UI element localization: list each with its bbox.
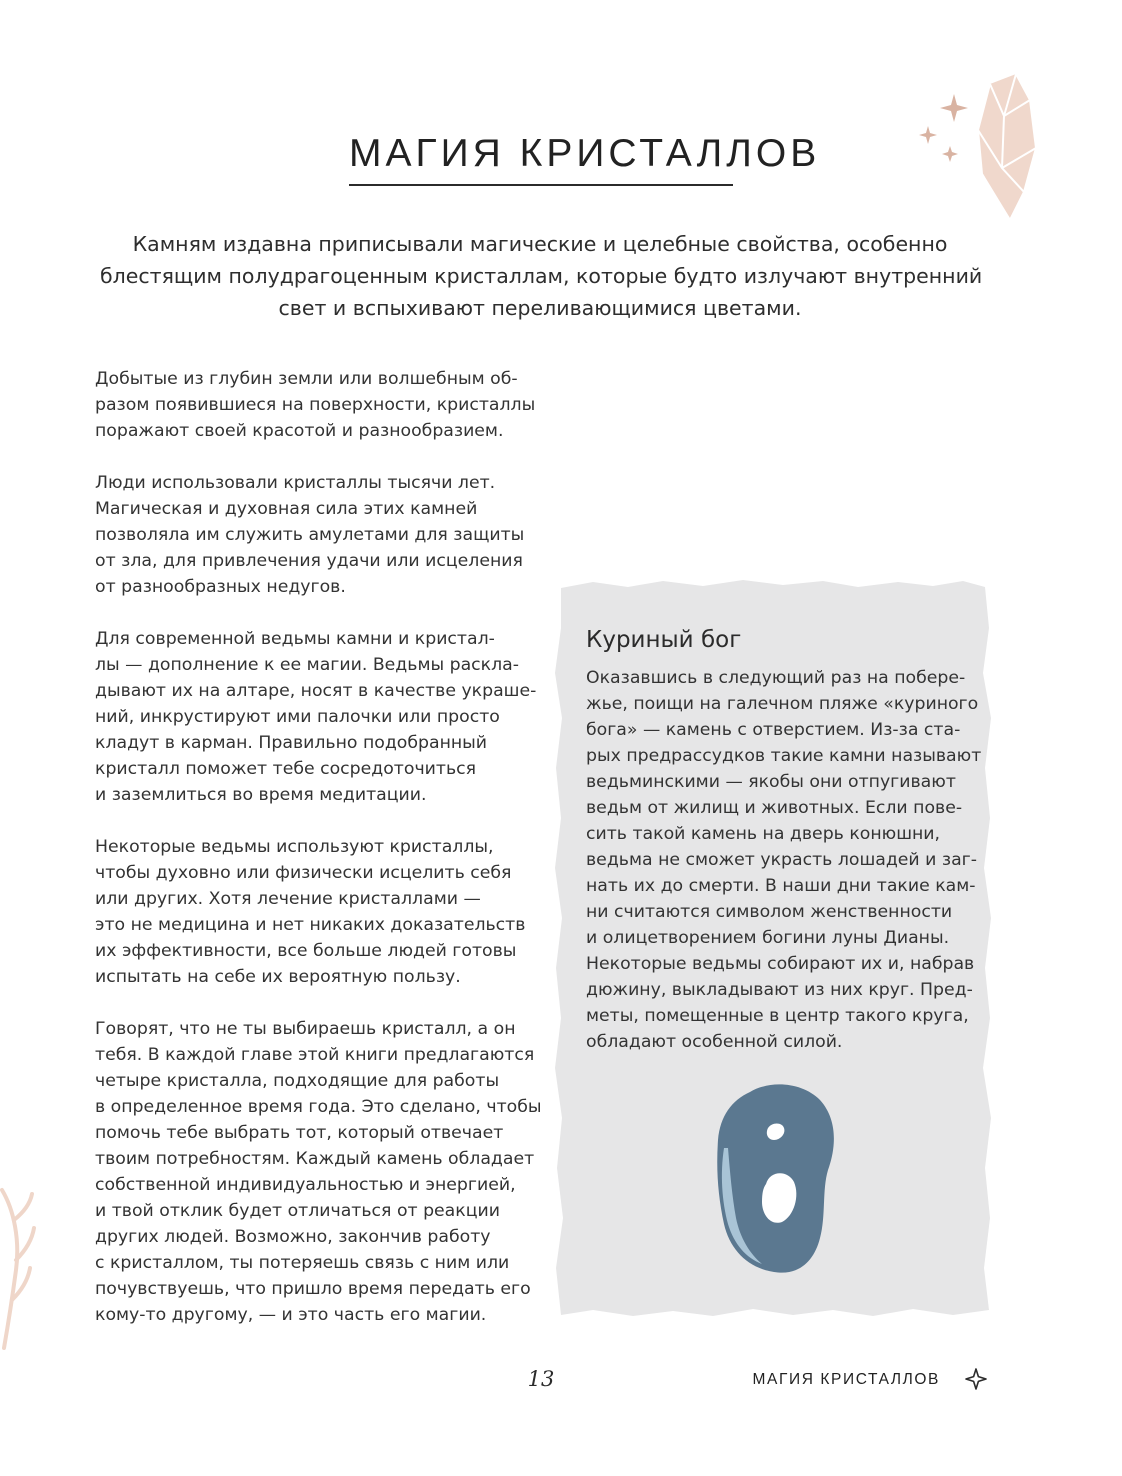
text-line: Некоторые ведьмы используют кристаллы, xyxy=(95,837,494,857)
sidebar-title: Куриный бог xyxy=(586,627,742,653)
intro-paragraph xyxy=(100,228,983,324)
body-paragraph xyxy=(95,626,535,808)
text-line: ведьм от жилищ и животных. Если пове- xyxy=(586,798,963,818)
text-line: тебя. В каждой главе этой книги предлагаются xyxy=(95,1045,535,1065)
text-line: и олицетворением богини луны Дианы. xyxy=(586,928,950,948)
text-line: лы — дополнение к ее магии. Ведьмы раскла- xyxy=(95,655,519,675)
text-line: от разнообразных недугов. xyxy=(95,577,346,597)
text-line: нать их до смерти. В наши дни такие кам- xyxy=(586,876,976,896)
text-line: разом появившиеся на поверхности, кристаллы xyxy=(95,395,536,415)
text-line: рых предрассудков такие камни называют xyxy=(586,746,982,766)
text-line: жье, поищи на галечном пляже «куриного xyxy=(586,694,979,714)
text-line: кристалл поможет тебе сосредоточиться xyxy=(95,759,477,779)
text-line: и твой отклик будет отличаться от реакции xyxy=(95,1201,500,1221)
text-line: четыре кристалла, подходящие для работы xyxy=(95,1071,500,1091)
text-line: обладают особенной силой. xyxy=(586,1032,843,1052)
leaf-icon xyxy=(0,1180,36,1350)
text-line: Некоторые ведьмы собирают их и, набрав xyxy=(586,954,975,974)
text-line: меты, помещенные в центр такого круга, xyxy=(586,1006,969,1026)
text-line: Добытые из глубин земли или волшебным об- xyxy=(95,369,518,389)
body-paragraph xyxy=(95,834,535,990)
text-line: кому-то другому, — и это часть его магии. xyxy=(95,1305,487,1325)
text-line: или других. Хотя лечение кристаллами — xyxy=(95,889,481,909)
sidebar-box xyxy=(586,623,982,1055)
text-line: кладут в карман. Правильно подобранный xyxy=(95,733,488,753)
text-line: Для современной ведьмы камни и кристал- xyxy=(95,629,495,649)
hag-stone-icon xyxy=(710,1078,838,1278)
text-line: Говорят, что не ты выбираешь кристалл, а он xyxy=(95,1019,516,1039)
text-line: в определенное время года. Это сделано, чтобы xyxy=(95,1097,542,1117)
text-line: это не медицина и нет никаких доказательств xyxy=(95,915,526,935)
text-line: собственной индивидуальностью и энергией, xyxy=(95,1175,516,1195)
text-line: твоим потребностям. Каждый камень обладает xyxy=(95,1149,535,1169)
text-line: ведьма не сможет украсть лошадей и заг- xyxy=(586,850,977,870)
text-line: бога» — камень с отверстием. Из-за ста- xyxy=(586,720,961,740)
text-line: других людей. Возможно, закончив работу xyxy=(95,1227,491,1247)
text-line: Магическая и духовная сила этих камней xyxy=(95,499,478,519)
text-line: с кристаллом, ты потеряешь связь с ним или xyxy=(95,1253,510,1273)
text-line: ни считаются символом женственности xyxy=(586,902,953,922)
title-underline xyxy=(349,184,733,186)
text-line: дывают их на алтаре, носят в качестве украше- xyxy=(95,681,537,701)
text-line: дюжину, выкладывают из них круг. Пред- xyxy=(586,980,973,1000)
sparkle-icon xyxy=(919,94,968,162)
intro-line: Камням издавна приписывали магические и целебные свойства, особенно xyxy=(132,232,948,256)
crystal-icon xyxy=(912,70,1042,222)
text-line: поражают своей красотой и разнообразием. xyxy=(95,421,504,441)
page-title: МАГИЯ КРИСТАЛЛОВ xyxy=(349,132,821,175)
body-paragraph xyxy=(95,1016,542,1328)
text-line: ведьминскими — якобы они отпугивают xyxy=(586,772,956,792)
text-line: позволяла им служить амулетами для защиты xyxy=(95,525,525,545)
text-line: чтобы духовно или физически исцелить себя xyxy=(95,863,512,883)
text-line: Оказавшись в следующий раз на побере- xyxy=(586,668,966,688)
text-line: Люди использовали кристаллы тысячи лет. xyxy=(95,473,496,493)
text-line: от зла, для привлечения удачи или исцеления xyxy=(95,551,523,571)
main-column xyxy=(95,366,542,1354)
body-paragraph xyxy=(95,470,535,600)
text-line: почувствуешь, что пришло время передать его xyxy=(95,1279,531,1299)
intro-line: блестящим полудрагоценным кристаллам, которые будто излучают внутренний xyxy=(100,264,983,288)
text-line: сить такой камень на дверь конюшни, xyxy=(586,824,941,844)
body-paragraph xyxy=(95,366,535,444)
star-icon xyxy=(965,1368,987,1390)
text-line: и заземлиться во время медитации. xyxy=(95,785,427,805)
text-line: испытать на себе их вероятную пользу. xyxy=(95,967,461,987)
intro-line: свет и вспыхивают переливающимися цветами. xyxy=(278,296,802,320)
text-line: помочь тебе выбрать тот, который отвечает xyxy=(95,1123,504,1143)
running-title: МАГИЯ КРИСТАЛЛОВ xyxy=(752,1371,940,1388)
page-number: 13 xyxy=(527,1367,555,1391)
text-line: ний, инкрустируют ими палочки или просто xyxy=(95,707,500,727)
text-line: их эффективности, все больше людей готовы xyxy=(95,941,517,961)
